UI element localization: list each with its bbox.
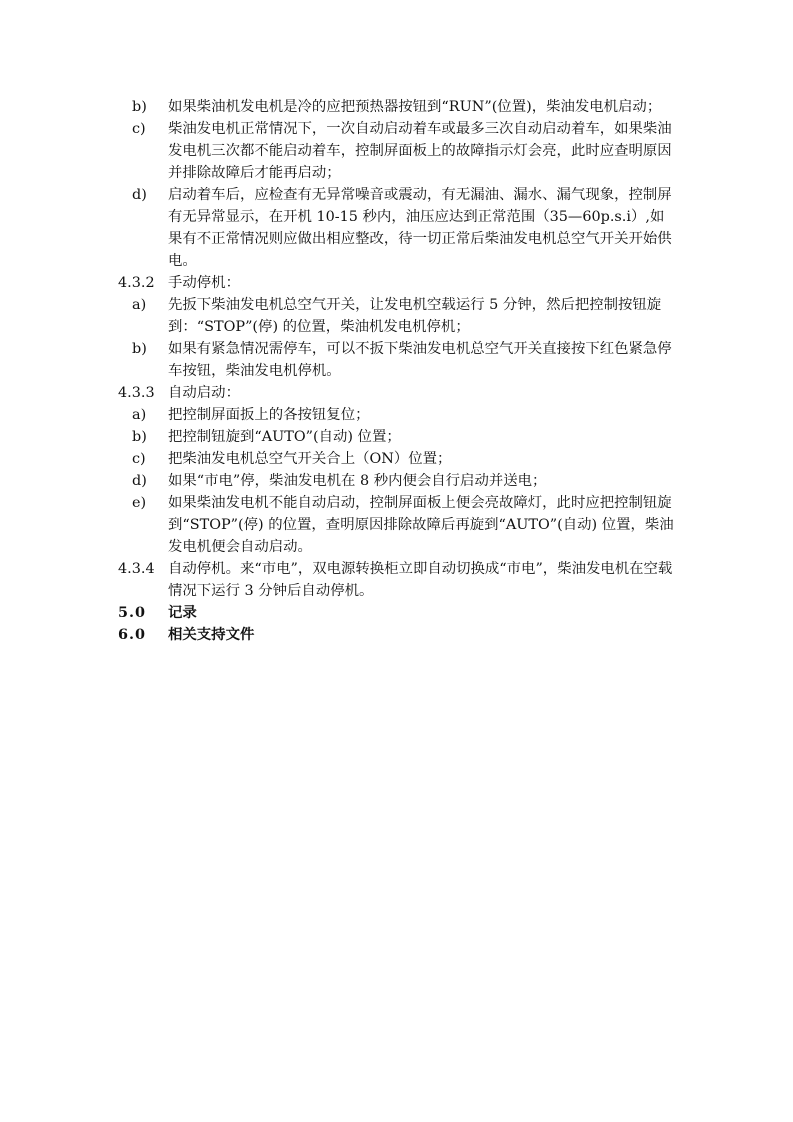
list-marker: c) (132, 121, 146, 137)
list-item (118, 492, 678, 558)
section-number: 4.3.2 (118, 275, 155, 291)
list-item-text: 把控制钮旋到“AUTO”(自动) 位置； (168, 429, 401, 445)
list-item (118, 118, 678, 184)
list-item (118, 338, 678, 382)
list-item (118, 470, 678, 492)
list-marker: a) (132, 297, 147, 313)
list-item-text: 如果“市电”停，柴油发电机在 8 秒内便会自行启动并送电； (168, 473, 547, 489)
list-marker: b) (132, 341, 147, 357)
section-number: 4.3.3 (118, 385, 155, 401)
list-marker: a) (132, 407, 147, 423)
document-body (118, 96, 678, 646)
section-number: 4.3.4 (118, 561, 155, 577)
section-heading (118, 382, 678, 404)
list-item (118, 96, 678, 118)
list-item-text: 如果柴油发电机不能自动启动，控制屏面板上便会亮故障灯，此时应把控制钮旋到“STOP”(停) 的位置，查明原因排除故障后再旋到“AUTO”(自动) 位置，柴油发电机便会自动启动。 (168, 495, 674, 555)
list-item-text: 柴油发电机正常情况下，一次自动启动着车或最多三次自动启动着车，如果柴油发电机三次都不能启动着车，控制屏面板上的故障指示灯会亮，此时应查明原因并排除故障后才能再启动； (168, 121, 672, 181)
section-text: 自动停机。来“市电”，双电源转换柜立即自动切换成“市电”，柴油发电机在空载情况下运行 3 分钟后自动停机。 (168, 561, 673, 599)
list-marker: e) (132, 495, 147, 511)
list-item (118, 448, 678, 470)
list-marker: d) (132, 187, 147, 203)
list-marker: c) (132, 451, 146, 467)
list-item-text: 先扳下柴油发电机总空气开关，让发电机空载运行 5 分钟，然后把控制按钮旋到：“STOP”(停) 的位置，柴油机发电机停机； (168, 297, 662, 335)
list-marker: b) (132, 99, 147, 115)
section-title: 记录 (168, 604, 197, 621)
list-item-text: 如果有紧急情况需停车，可以不扳下柴油发电机总空气开关直接按下红色紧急停车按钮，柴油发电机停机。 (168, 341, 672, 379)
list-item-text: 启动着车后，应检查有无异常噪音或震动，有无漏油、漏水、漏气现象，控制屏有无异常显示，在开机 10-15 秒内，油压应达到正常范围（35—60p.s.i）,如果有不正常情况则应做出相应整改，待一切正常后柴油发电机总空气开关开始供电。 (168, 187, 672, 269)
section-heading (118, 602, 678, 624)
list-item-text: 把控制屏面扳上的各按钮复位； (168, 407, 370, 423)
section-heading (118, 272, 678, 294)
section-title: 相关支持文件 (168, 626, 255, 643)
section-number: 5.0 (118, 604, 147, 621)
list-item (118, 426, 678, 448)
section-heading (118, 624, 678, 646)
section-title: 自动启动： (168, 385, 240, 401)
section-title: 手动停机： (168, 275, 240, 291)
list-marker: d) (132, 473, 147, 489)
section-paragraph (118, 558, 678, 602)
list-item-text: 如果柴油机发电机是冷的应把预热器按钮到“RUN”(位置)，柴油发电机启动； (168, 99, 662, 115)
list-marker: b) (132, 429, 147, 445)
section-number: 6.0 (118, 626, 147, 643)
list-item-text: 把柴油发电机总空气开关合上（ON）位置； (168, 451, 452, 467)
list-item (118, 404, 678, 426)
list-item (118, 184, 678, 272)
list-item (118, 294, 678, 338)
